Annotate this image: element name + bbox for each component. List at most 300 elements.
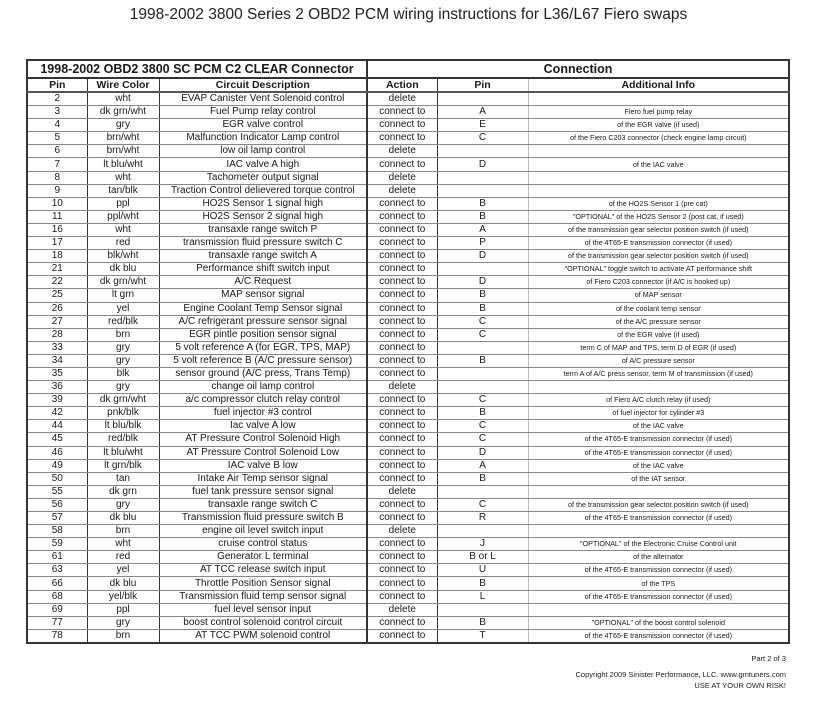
row-wire-color: brn xyxy=(87,525,159,538)
row-circuit-description: Transmission fluid temp sensor signal xyxy=(159,590,367,603)
row-additional-info: of the transmission gear selector position switch (if used) xyxy=(528,223,789,236)
row-action: connect to xyxy=(367,197,437,210)
row-pin: 59 xyxy=(27,538,87,551)
row-wire-color: blk xyxy=(87,367,159,380)
table-row xyxy=(27,263,789,276)
row-connection-pin xyxy=(437,92,528,106)
column-header-connection-pin: Pin xyxy=(437,78,528,92)
row-action: connect to xyxy=(367,289,437,302)
row-connection-pin: D xyxy=(437,446,528,459)
row-additional-info: of the IAC valve xyxy=(528,420,789,433)
row-additional-info xyxy=(528,171,789,184)
row-wire-color: ppl xyxy=(87,603,159,616)
row-pin: 17 xyxy=(27,237,87,250)
row-connection-pin: R xyxy=(437,512,528,525)
row-pin: 26 xyxy=(27,302,87,315)
row-circuit-description: HO2S Sensor 1 signal high xyxy=(159,197,367,210)
row-circuit-description: engine oil level switch input xyxy=(159,525,367,538)
row-circuit-description: EGR pintle position sensor signal xyxy=(159,328,367,341)
row-action: delete xyxy=(367,184,437,197)
table-row xyxy=(27,223,789,236)
row-connection-pin: C xyxy=(437,394,528,407)
row-additional-info: of the Fiero C203 connector (check engine lamp circuit) xyxy=(528,132,789,145)
row-action: delete xyxy=(367,381,437,394)
row-action: connect to xyxy=(367,106,437,119)
table-row xyxy=(27,354,789,367)
row-additional-info xyxy=(528,92,789,106)
connector-group-header: 1998-2002 OBD2 3800 SC PCM C2 CLEAR Connector xyxy=(27,60,367,78)
row-pin: 68 xyxy=(27,590,87,603)
column-header-wire-color: Wire Color xyxy=(87,78,159,92)
row-wire-color: ppl/wht xyxy=(87,210,159,223)
row-connection-pin: C xyxy=(437,132,528,145)
row-wire-color: dk blu xyxy=(87,577,159,590)
table-row xyxy=(27,551,789,564)
row-additional-info: term A of A/C press sensor, term M of transmission (if used) xyxy=(528,367,789,380)
row-pin: 8 xyxy=(27,171,87,184)
row-pin: 7 xyxy=(27,158,87,171)
row-additional-info: of the IAC valve xyxy=(528,158,789,171)
row-circuit-description: Engine Coolant Temp Sensor signal xyxy=(159,302,367,315)
row-wire-color: brn xyxy=(87,328,159,341)
table-body xyxy=(27,92,789,643)
row-additional-info: of the 4T65-E transmission connector (if used) xyxy=(528,446,789,459)
row-connection-pin: B xyxy=(437,577,528,590)
row-wire-color: yel xyxy=(87,302,159,315)
table-row xyxy=(27,197,789,210)
row-action: connect to xyxy=(367,407,437,420)
table-row xyxy=(27,92,789,106)
row-pin: 44 xyxy=(27,420,87,433)
row-wire-color: red xyxy=(87,237,159,250)
connection-group-header: Connection xyxy=(367,60,789,78)
row-circuit-description: Throttle Position Sensor signal xyxy=(159,577,367,590)
row-pin: 45 xyxy=(27,433,87,446)
table-row xyxy=(27,525,789,538)
table-row xyxy=(27,250,789,263)
row-circuit-description: IAC valve B low xyxy=(159,459,367,472)
row-circuit-description: a/c compressor clutch relay control xyxy=(159,394,367,407)
row-additional-info: of the EGR valve (if used) xyxy=(528,328,789,341)
row-pin: 16 xyxy=(27,223,87,236)
row-wire-color: blk/wht xyxy=(87,250,159,263)
table-row xyxy=(27,603,789,616)
row-connection-pin: U xyxy=(437,564,528,577)
table-row xyxy=(27,119,789,132)
row-action: connect to xyxy=(367,564,437,577)
row-connection-pin: E xyxy=(437,119,528,132)
row-circuit-description: AT TCC release switch input xyxy=(159,564,367,577)
row-additional-info: of the 4T65-E transmission connector (if used) xyxy=(528,237,789,250)
row-wire-color: lt blu/blk xyxy=(87,420,159,433)
column-header-action: Action xyxy=(367,78,437,92)
row-connection-pin: D xyxy=(437,276,528,289)
row-pin: 9 xyxy=(27,184,87,197)
row-additional-info xyxy=(528,525,789,538)
row-circuit-description: Intake Air Temp sensor signal xyxy=(159,472,367,485)
table-row xyxy=(27,472,789,485)
row-circuit-description: IAC valve A high xyxy=(159,158,367,171)
row-additional-info xyxy=(528,145,789,158)
page-number: Part 2 of 3 xyxy=(751,654,786,663)
row-pin: 21 xyxy=(27,263,87,276)
row-additional-info: of the alternator xyxy=(528,551,789,564)
row-circuit-description: transaxle range switch P xyxy=(159,223,367,236)
row-wire-color: wht xyxy=(87,171,159,184)
row-connection-pin xyxy=(437,145,528,158)
row-action: connect to xyxy=(367,420,437,433)
row-connection-pin xyxy=(437,525,528,538)
row-wire-color: gry xyxy=(87,354,159,367)
row-pin: 57 xyxy=(27,512,87,525)
row-circuit-description: Traction Control delievered torque control xyxy=(159,184,367,197)
row-additional-info: of the 4T65-E transmission connector (if used) xyxy=(528,433,789,446)
copyright-notice: Copyright 2009 Sinister Performance, LLC. www.gmtuners.com xyxy=(575,670,786,679)
row-connection-pin: A xyxy=(437,459,528,472)
row-additional-info: "OPTIONAL" toggle switch to activate AT performance shift xyxy=(528,263,789,276)
table-row xyxy=(27,341,789,354)
table-row xyxy=(27,629,789,643)
row-action: connect to xyxy=(367,237,437,250)
row-action: connect to xyxy=(367,459,437,472)
row-pin: 50 xyxy=(27,472,87,485)
row-wire-color: yel/blk xyxy=(87,590,159,603)
row-action: delete xyxy=(367,92,437,106)
table-row xyxy=(27,512,789,525)
row-action: connect to xyxy=(367,498,437,511)
table-row xyxy=(27,564,789,577)
row-additional-info: of the IAT sensor xyxy=(528,472,789,485)
row-action: delete xyxy=(367,171,437,184)
row-pin: 10 xyxy=(27,197,87,210)
row-action: connect to xyxy=(367,158,437,171)
row-pin: 35 xyxy=(27,367,87,380)
row-pin: 3 xyxy=(27,106,87,119)
row-action: connect to xyxy=(367,354,437,367)
row-action: connect to xyxy=(367,472,437,485)
row-circuit-description: AT Pressure Control Solenoid Low xyxy=(159,446,367,459)
row-additional-info: of the EGR valve (if used) xyxy=(528,119,789,132)
row-additional-info: of A/C pressure sensor xyxy=(528,354,789,367)
row-action: connect to xyxy=(367,367,437,380)
row-action: connect to xyxy=(367,210,437,223)
row-action: delete xyxy=(367,145,437,158)
row-circuit-description: Iac valve A low xyxy=(159,420,367,433)
row-pin: 39 xyxy=(27,394,87,407)
row-connection-pin: C xyxy=(437,328,528,341)
row-circuit-description: 5 volt reference A (for EGR, TPS, MAP) xyxy=(159,341,367,354)
row-circuit-description: AT Pressure Control Solenoid High xyxy=(159,433,367,446)
row-pin: 58 xyxy=(27,525,87,538)
row-additional-info: of the A/C pressure sensor xyxy=(528,315,789,328)
row-circuit-description: Transmission fluid pressure switch B xyxy=(159,512,367,525)
table-row xyxy=(27,498,789,511)
row-pin: 25 xyxy=(27,289,87,302)
row-action: connect to xyxy=(367,132,437,145)
row-additional-info: of the transmission gear selector position switch (if used) xyxy=(528,250,789,263)
row-additional-info xyxy=(528,485,789,498)
row-wire-color: ppl xyxy=(87,197,159,210)
table-row xyxy=(27,577,789,590)
row-additional-info: "OPTIONAL" of the boost control solenoid xyxy=(528,616,789,629)
row-additional-info: of the 4T65-E transmission connector (if used) xyxy=(528,629,789,643)
row-action: connect to xyxy=(367,538,437,551)
table-row xyxy=(27,145,789,158)
row-wire-color: gry xyxy=(87,381,159,394)
row-wire-color: lt grn xyxy=(87,289,159,302)
row-additional-info xyxy=(528,381,789,394)
row-circuit-description: AT TCC PWM solenoid control xyxy=(159,629,367,643)
row-circuit-description: HO2S Sensor 2 signal high xyxy=(159,210,367,223)
row-wire-color: yel xyxy=(87,564,159,577)
row-circuit-description: EGR valve control xyxy=(159,119,367,132)
row-action: connect to xyxy=(367,302,437,315)
table-row xyxy=(27,171,789,184)
table-row xyxy=(27,420,789,433)
row-circuit-description: A/C refrigerant pressure sensor signal xyxy=(159,315,367,328)
row-circuit-description: fuel injector #3 control xyxy=(159,407,367,420)
row-action: delete xyxy=(367,525,437,538)
row-additional-info: of Fiero C203 connector (if A/C is hooked up) xyxy=(528,276,789,289)
row-pin: 36 xyxy=(27,381,87,394)
row-connection-pin: B xyxy=(437,210,528,223)
row-wire-color: tan xyxy=(87,472,159,485)
row-action: connect to xyxy=(367,512,437,525)
table-row xyxy=(27,381,789,394)
row-pin: 61 xyxy=(27,551,87,564)
table-row xyxy=(27,302,789,315)
row-circuit-description: change oil lamp control xyxy=(159,381,367,394)
row-additional-info: of the coolant temp sensor xyxy=(528,302,789,315)
row-connection-pin: C xyxy=(437,315,528,328)
table-row xyxy=(27,538,789,551)
table-row xyxy=(27,616,789,629)
row-additional-info: of Fiero A/C clutch relay (if used) xyxy=(528,394,789,407)
row-wire-color: gry xyxy=(87,341,159,354)
row-connection-pin: B xyxy=(437,616,528,629)
row-pin: 27 xyxy=(27,315,87,328)
row-connection-pin xyxy=(437,184,528,197)
row-pin: 22 xyxy=(27,276,87,289)
table-row xyxy=(27,590,789,603)
row-wire-color: gry xyxy=(87,616,159,629)
row-connection-pin: B xyxy=(437,302,528,315)
row-pin: 11 xyxy=(27,210,87,223)
row-connection-pin xyxy=(437,263,528,276)
row-wire-color: dk grn xyxy=(87,485,159,498)
table-row xyxy=(27,106,789,119)
row-connection-pin: P xyxy=(437,237,528,250)
row-wire-color: brn/wht xyxy=(87,145,159,158)
row-connection-pin xyxy=(437,381,528,394)
row-additional-info: of MAP sensor xyxy=(528,289,789,302)
row-additional-info: of the IAC valve xyxy=(528,459,789,472)
row-wire-color: red xyxy=(87,551,159,564)
row-wire-color: pnk/blk xyxy=(87,407,159,420)
row-action: connect to xyxy=(367,119,437,132)
row-additional-info: of the TPS xyxy=(528,577,789,590)
row-connection-pin: J xyxy=(437,538,528,551)
row-wire-color: brn/wht xyxy=(87,132,159,145)
table-row xyxy=(27,394,789,407)
row-connection-pin xyxy=(437,485,528,498)
row-wire-color: dk grn/wht xyxy=(87,106,159,119)
row-connection-pin: D xyxy=(437,250,528,263)
row-pin: 34 xyxy=(27,354,87,367)
row-circuit-description: Generator L terminal xyxy=(159,551,367,564)
row-circuit-description: Tachometer output signal xyxy=(159,171,367,184)
row-additional-info: of the 4T65-E transmission connector (if used) xyxy=(528,564,789,577)
row-wire-color: lt grn/blk xyxy=(87,459,159,472)
row-connection-pin: C xyxy=(437,420,528,433)
row-circuit-description: sensor ground (A/C press, Trans Temp) xyxy=(159,367,367,380)
table-row xyxy=(27,485,789,498)
risk-warning: USE AT YOUR OWN RISK! xyxy=(694,681,786,690)
row-action: connect to xyxy=(367,433,437,446)
row-circuit-description: Fuel Pump relay control xyxy=(159,106,367,119)
row-pin: 18 xyxy=(27,250,87,263)
row-pin: 56 xyxy=(27,498,87,511)
column-header-additional-info: Additional Info xyxy=(528,78,789,92)
row-wire-color: dk blu xyxy=(87,512,159,525)
row-circuit-description: transaxle range switch C xyxy=(159,498,367,511)
table-row xyxy=(27,446,789,459)
row-pin: 55 xyxy=(27,485,87,498)
row-pin: 46 xyxy=(27,446,87,459)
row-wire-color: dk blu xyxy=(87,263,159,276)
row-action: connect to xyxy=(367,616,437,629)
row-wire-color: brn xyxy=(87,629,159,643)
table-row xyxy=(27,210,789,223)
row-connection-pin xyxy=(437,341,528,354)
row-wire-color: lt blu/wht xyxy=(87,446,159,459)
row-circuit-description: fuel level sensor input xyxy=(159,603,367,616)
table-row xyxy=(27,433,789,446)
row-circuit-description: A/C Request xyxy=(159,276,367,289)
row-additional-info: of the 4T65-E transmission connector (if used) xyxy=(528,512,789,525)
table-row xyxy=(27,459,789,472)
row-wire-color: red/blk xyxy=(87,315,159,328)
row-additional-info: Fiero fuel pump relay xyxy=(528,106,789,119)
row-circuit-description: 5 volt reference B (A/C pressure sensor) xyxy=(159,354,367,367)
row-circuit-description: Malfunction Indicator Lamp control xyxy=(159,132,367,145)
row-connection-pin: A xyxy=(437,223,528,236)
row-wire-color: wht xyxy=(87,223,159,236)
wiring-table xyxy=(26,59,790,644)
row-pin: 5 xyxy=(27,132,87,145)
row-pin: 33 xyxy=(27,341,87,354)
table-row xyxy=(27,237,789,250)
row-connection-pin: B xyxy=(437,289,528,302)
row-pin: 77 xyxy=(27,616,87,629)
row-action: connect to xyxy=(367,394,437,407)
row-connection-pin: B xyxy=(437,407,528,420)
row-connection-pin: B xyxy=(437,472,528,485)
row-additional-info: of the 4T65-E transmission connector (if used) xyxy=(528,590,789,603)
row-additional-info xyxy=(528,184,789,197)
row-connection-pin: D xyxy=(437,158,528,171)
row-circuit-description: boost control solenoid control circuit xyxy=(159,616,367,629)
row-action: connect to xyxy=(367,276,437,289)
row-connection-pin: B or L xyxy=(437,551,528,564)
table-row xyxy=(27,315,789,328)
row-wire-color: gry xyxy=(87,498,159,511)
row-connection-pin: L xyxy=(437,590,528,603)
row-action: connect to xyxy=(367,263,437,276)
row-pin: 2 xyxy=(27,92,87,106)
table-row xyxy=(27,289,789,302)
row-wire-color: red/blk xyxy=(87,433,159,446)
row-action: connect to xyxy=(367,328,437,341)
table-row xyxy=(27,276,789,289)
row-circuit-description: transmission fluid pressure switch C xyxy=(159,237,367,250)
row-pin: 6 xyxy=(27,145,87,158)
table-row xyxy=(27,328,789,341)
row-pin: 28 xyxy=(27,328,87,341)
table-row xyxy=(27,184,789,197)
row-action: connect to xyxy=(367,446,437,459)
row-connection-pin: B xyxy=(437,197,528,210)
row-pin: 49 xyxy=(27,459,87,472)
row-additional-info: of the transmission gear selector position switch (if used) xyxy=(528,498,789,511)
row-circuit-description: low oil lamp control xyxy=(159,145,367,158)
row-connection-pin: C xyxy=(437,433,528,446)
row-wire-color: dk grn/wht xyxy=(87,394,159,407)
row-circuit-description: MAP sensor signal xyxy=(159,289,367,302)
row-action: delete xyxy=(367,485,437,498)
row-action: delete xyxy=(367,603,437,616)
row-action: connect to xyxy=(367,341,437,354)
row-circuit-description: cruise control status xyxy=(159,538,367,551)
row-additional-info: of the HO2S Sensor 1 (pre cat) xyxy=(528,197,789,210)
row-connection-pin: C xyxy=(437,498,528,511)
row-action: connect to xyxy=(367,629,437,643)
row-connection-pin xyxy=(437,603,528,616)
table-row xyxy=(27,132,789,145)
column-header-circuit-description: Circuit Description xyxy=(159,78,367,92)
row-wire-color: lt blu/wht xyxy=(87,158,159,171)
row-action: connect to xyxy=(367,551,437,564)
row-wire-color: gry xyxy=(87,119,159,132)
row-connection-pin: A xyxy=(437,106,528,119)
row-pin: 63 xyxy=(27,564,87,577)
row-additional-info xyxy=(528,603,789,616)
row-wire-color: wht xyxy=(87,538,159,551)
row-connection-pin: B xyxy=(437,354,528,367)
row-wire-color: tan/blk xyxy=(87,184,159,197)
row-additional-info: term C of MAP and TPS, term D of EGR (if used) xyxy=(528,341,789,354)
row-wire-color: dk grn/wht xyxy=(87,276,159,289)
row-pin: 78 xyxy=(27,629,87,643)
row-connection-pin xyxy=(437,171,528,184)
row-pin: 4 xyxy=(27,119,87,132)
table-row xyxy=(27,407,789,420)
row-pin: 42 xyxy=(27,407,87,420)
row-circuit-description: Performance shift switch input xyxy=(159,263,367,276)
row-circuit-description: transaxle range switch A xyxy=(159,250,367,263)
table-row xyxy=(27,367,789,380)
row-circuit-description: fuel tank pressure sensor signal xyxy=(159,485,367,498)
column-header-pin: Pin xyxy=(27,78,87,92)
row-circuit-description: EVAP Canister Vent Solenoid control xyxy=(159,92,367,106)
row-connection-pin xyxy=(437,367,528,380)
row-action: connect to xyxy=(367,250,437,263)
table-row xyxy=(27,158,789,171)
row-pin: 69 xyxy=(27,603,87,616)
row-pin: 66 xyxy=(27,577,87,590)
row-additional-info: "OPTIONAL" of the HO2S Sensor 2 (post cat, if used) xyxy=(528,210,789,223)
page-title: 1998-2002 3800 Series 2 OBD2 PCM wiring instructions for L36/L67 Fiero swaps xyxy=(129,6,688,23)
